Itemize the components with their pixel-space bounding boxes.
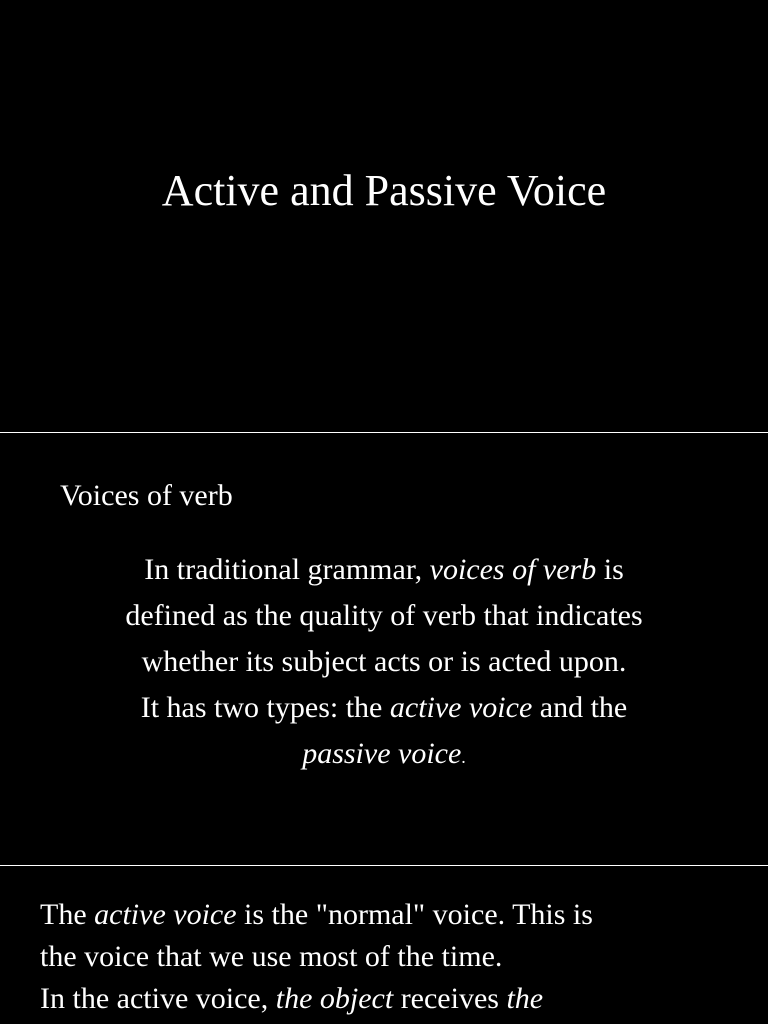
definition-line: defined as the quality of verb that indicates bbox=[125, 599, 643, 632]
text-run: In traditional grammar, bbox=[144, 553, 430, 586]
text-run: receives bbox=[393, 982, 507, 1015]
definition-line bbox=[40, 547, 728, 593]
active-voice-slide bbox=[0, 866, 768, 1024]
definition-paragraph bbox=[40, 547, 728, 780]
text-run: is the "normal" voice. This is bbox=[236, 898, 593, 931]
explanation-line bbox=[40, 894, 740, 936]
text-run: It has two types: the bbox=[140, 691, 390, 724]
definition-line: whether its subject acts or is acted upon. bbox=[141, 645, 627, 678]
text-run: is bbox=[596, 553, 624, 586]
emphasis-term: active voice bbox=[389, 691, 533, 724]
emphasis-term: active voice bbox=[94, 898, 237, 931]
title-slide bbox=[0, 0, 768, 432]
text-run: and the bbox=[532, 691, 628, 724]
emphasis-term: the object bbox=[275, 982, 394, 1015]
section-heading: Voices of verb bbox=[60, 479, 233, 512]
emphasis-term: the bbox=[506, 982, 544, 1015]
emphasis-term: passive voice bbox=[302, 737, 462, 770]
text-run: . bbox=[461, 747, 466, 767]
slide-title: Active and Passive Voice bbox=[161, 166, 607, 215]
voices-of-verb-slide bbox=[0, 433, 768, 865]
explanation-line: the voice that we use most of the time. bbox=[40, 940, 503, 973]
explanation-paragraph bbox=[40, 894, 740, 1020]
definition-line bbox=[40, 731, 728, 780]
text-run: In the active voice, bbox=[40, 982, 276, 1015]
explanation-line bbox=[40, 978, 740, 1020]
definition-line bbox=[40, 685, 728, 731]
emphasis-term: voices of verb bbox=[429, 553, 597, 586]
text-run: The bbox=[40, 898, 95, 931]
